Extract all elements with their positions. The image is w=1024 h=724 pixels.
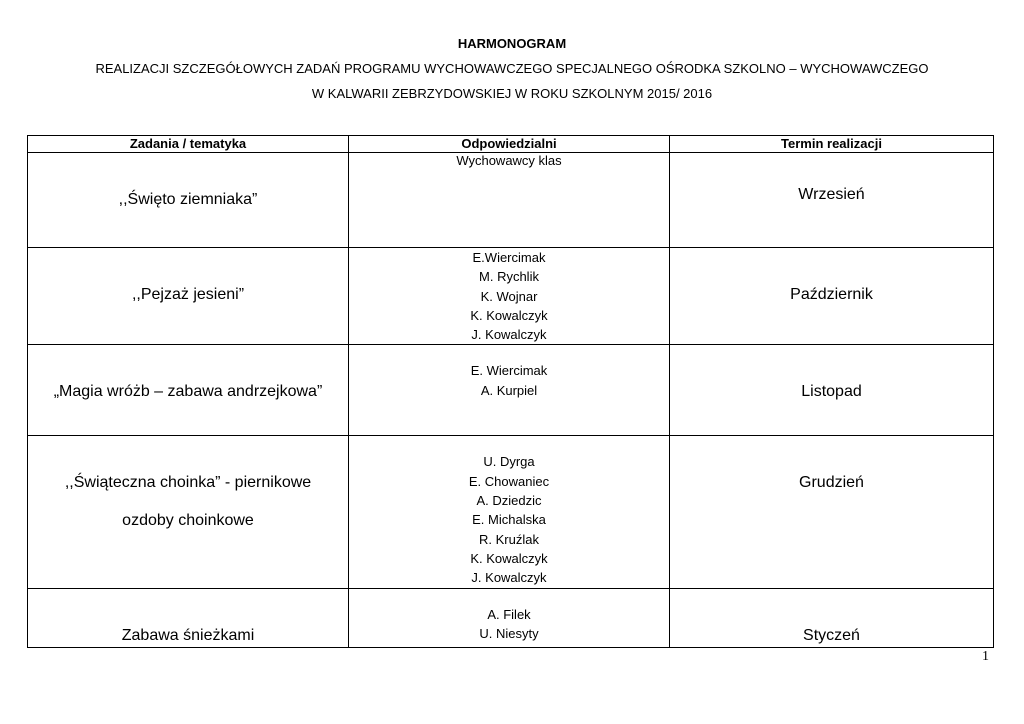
term-cell	[670, 345, 994, 436]
table-row	[28, 153, 994, 248]
responsible-name: Wychowawcy klas	[456, 153, 562, 168]
responsible-name: E. Michalska	[472, 512, 546, 528]
task-text: „Magia wróżb – zabawa andrzejkowa”	[53, 383, 323, 401]
task-text: ,,Święto ziemniaka”	[118, 191, 258, 208]
task-cell	[28, 588, 349, 647]
task-cell	[28, 248, 349, 345]
responsible-name: E. Chowaniec	[468, 473, 550, 489]
responsible-cell	[349, 248, 670, 345]
header-term: Termin realizacji	[670, 136, 994, 153]
task-text: ,,Pejzaż jesieni”	[131, 286, 245, 303]
responsible-name: R. Kruźlak	[479, 531, 539, 547]
term-text: Listopad	[801, 383, 862, 401]
responsible-cell	[349, 588, 670, 647]
document-title: HARMONOGRAM	[457, 36, 567, 51]
term-text: Styczeń	[803, 626, 860, 644]
task-text: Zabawa śnieżkami	[121, 626, 255, 644]
responsible-name: A. Kurpiel	[480, 382, 538, 398]
task-cell	[28, 436, 349, 588]
responsible-name: A. Dziedzic	[476, 493, 542, 509]
term-text: Październik	[790, 286, 873, 303]
term-text: Wrzesień	[798, 186, 865, 203]
table-row	[28, 436, 994, 588]
responsible-name: M. Rychlik	[479, 269, 539, 285]
term-cell	[670, 248, 994, 345]
header-task: Zadania / tematyka	[28, 136, 349, 153]
responsible-name: J. Kowalczyk	[471, 570, 547, 586]
responsible-cell	[349, 436, 670, 588]
responsible-name: E.Wiercimak	[472, 250, 546, 265]
responsible-name: K. Wojnar	[480, 288, 538, 304]
responsible-cell	[349, 153, 670, 248]
header-responsible: Odpowiedzialni	[349, 136, 670, 153]
responsible-name: U. Niesyty	[479, 625, 539, 641]
document-subtitle-line-1: REALIZACJI SZCZEGÓŁOWYCH ZADAŃ PROGRAMU WYCHOWAWCZEGO SPECJALNEGO OŚRODKA SZKOLNO – WYCHOWAWCZEGO	[95, 61, 929, 76]
responsible-name: K. Kowalczyk	[470, 550, 548, 566]
responsible-cell	[349, 345, 670, 436]
task-text-line-1: ,,Świąteczna choinka” - piernikowe	[64, 474, 312, 492]
table-row	[28, 248, 994, 345]
task-text-line-2: ozdoby choinkowe	[122, 512, 254, 530]
responsible-name: K. Kowalczyk	[470, 307, 548, 323]
term-cell	[670, 153, 994, 248]
table-header-row	[28, 136, 994, 153]
term-text: Grudzień	[799, 474, 864, 492]
page-number: 1	[982, 649, 989, 664]
table-row	[28, 345, 994, 436]
table-row	[28, 588, 994, 647]
term-cell	[670, 436, 994, 588]
document-subtitle-line-2: W KALWARII ZEBRZYDOWSKIEJ W ROKU SZKOLNYM 2015/ 2016	[311, 86, 713, 101]
responsible-name: A. Filek	[487, 606, 531, 622]
task-cell	[28, 153, 349, 248]
term-cell	[670, 588, 994, 647]
responsible-name: J. Kowalczyk	[471, 327, 547, 343]
responsible-name: U. Dyrga	[483, 454, 535, 470]
task-cell	[28, 345, 349, 436]
responsible-name: E. Wiercimak	[470, 363, 548, 379]
schedule-table	[27, 135, 994, 648]
